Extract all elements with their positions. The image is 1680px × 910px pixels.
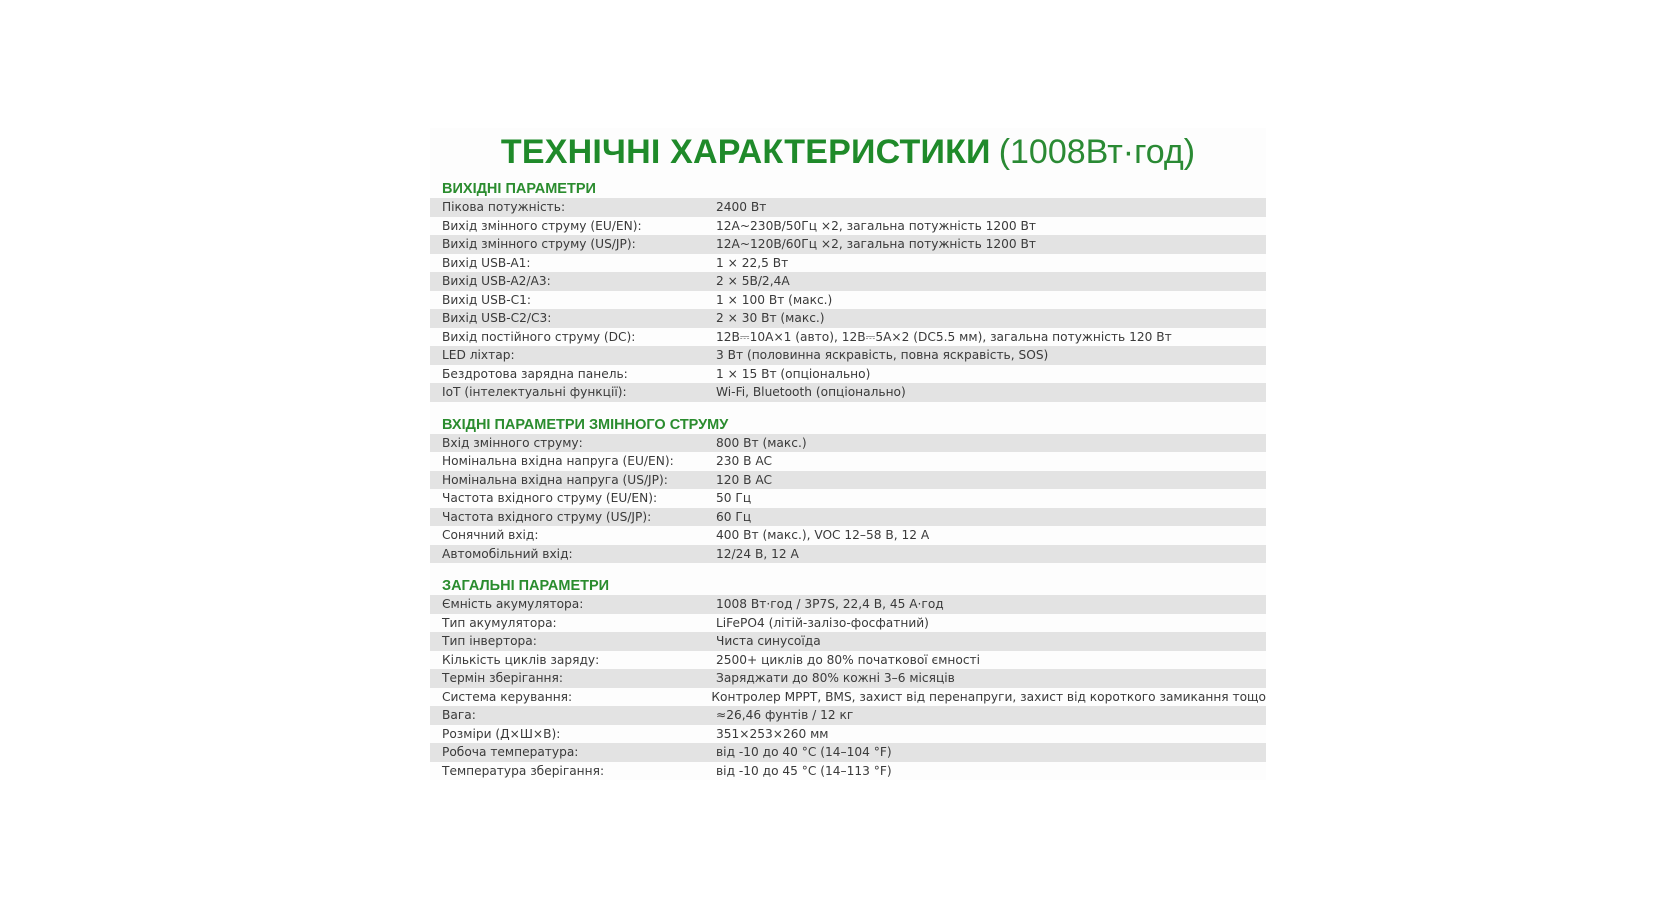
spec-row: [430, 309, 1266, 328]
spec-row: [430, 489, 1266, 508]
spec-row: [430, 508, 1266, 527]
spec-row: [430, 762, 1266, 781]
spec-value: 12/24 В, 12 А: [716, 546, 799, 561]
spec-label: Кількість циклів заряду:: [442, 652, 600, 667]
spec-label: Система керування:: [442, 689, 573, 704]
spec-sheet: [430, 128, 1266, 780]
page-title: [430, 128, 1266, 178]
spec-list: [430, 434, 1266, 564]
spec-label: Автомобільний вхід:: [442, 546, 573, 561]
spec-row: [430, 545, 1266, 564]
spec-label: Номінальна вхідна напруга (US/JP):: [442, 472, 668, 487]
spec-row: [430, 706, 1266, 725]
spec-value: 1 × 22,5 Вт: [716, 255, 789, 270]
spec-list: [430, 595, 1266, 780]
spec-label: Тип акумулятора:: [442, 615, 557, 630]
spec-value: від -10 до 40 °C (14–104 °F): [716, 745, 892, 759]
spec-row: [430, 235, 1266, 254]
spec-row: [430, 198, 1266, 217]
spec-value: 12В⎓10А×1 (авто), 12В⎓5А×2 (DC5.5 мм), загальна потужність 120 Вт: [716, 329, 1172, 344]
section-ac-input: [430, 416, 1266, 564]
spec-row: [430, 291, 1266, 310]
spec-row: [430, 614, 1266, 633]
spec-row: [430, 383, 1266, 402]
spec-label: Сонячний вхід:: [442, 528, 539, 542]
spec-label: Тип інвертора:: [442, 634, 537, 648]
spec-row: [430, 452, 1266, 471]
spec-value: Контролер MPPT, BMS, захист від перенапруги, захист від короткого замикання тощо: [711, 689, 1266, 704]
spec-label: Номінальна вхідна напруга (EU/EN):: [442, 454, 674, 468]
spec-label: Ємність акумулятора:: [442, 597, 584, 611]
title-capacity: (1008Вт·год): [998, 133, 1196, 171]
spec-row: [430, 471, 1266, 490]
spec-value: 50 Гц: [716, 491, 752, 505]
spec-value: від -10 до 45 °C (14–113 °F): [716, 763, 892, 778]
spec-value: Заряджати до 80% кожні 3–6 місяців: [716, 671, 955, 685]
spec-row: [430, 651, 1266, 670]
spec-value: 2500+ циклів до 80% початкової ємності: [716, 652, 981, 667]
spec-label: Вхід змінного струму:: [442, 435, 583, 450]
spec-value: LiFePO4 (літій-залізо-фосфатний): [716, 615, 929, 630]
spec-row: [430, 254, 1266, 273]
spec-row: [430, 669, 1266, 688]
spec-row: [430, 272, 1266, 291]
spec-row: [430, 328, 1266, 347]
spec-value: 1008 Вт·год / 3P7S, 22,4 В, 45 А·год: [716, 597, 944, 611]
spec-value: 120 В AC: [716, 472, 773, 487]
spec-row: [430, 365, 1266, 384]
spec-label: Частота вхідного струму (US/JP):: [442, 509, 652, 524]
spec-label: Вихід USB-C2/C3:: [442, 311, 552, 325]
spec-label: LED ліхтар:: [442, 348, 515, 362]
spec-list: [430, 198, 1266, 402]
spec-value: 1 × 100 Вт (макс.): [716, 292, 833, 307]
spec-value: 60 Гц: [716, 509, 752, 524]
section-output: [430, 180, 1266, 402]
spec-label: Вихід USB-C1:: [442, 292, 531, 307]
spec-label: Розміри (Д×Ш×В):: [442, 726, 561, 741]
spec-label: Бездротова зарядна панель:: [442, 366, 628, 381]
spec-label: IoT (інтелектуальні функції):: [442, 385, 627, 399]
spec-label: Робоча температура:: [442, 745, 579, 759]
section-title: ЗАГАЛЬНІ ПАРАМЕТРИ: [442, 578, 610, 594]
spec-label: Вихід постійного струму (DC):: [442, 329, 636, 344]
spec-row: [430, 595, 1266, 614]
spec-label: Пікова потужність:: [442, 200, 566, 214]
spec-label: Вихід USB-A1:: [442, 255, 531, 270]
spec-label: Вихід змінного струму (US/JP):: [442, 237, 636, 251]
spec-label: Термін зберігання:: [442, 671, 563, 685]
spec-value: 1 × 15 Вт (опціонально): [716, 366, 871, 381]
spec-value: ≈26,46 фунтів / 12 кг: [716, 708, 854, 722]
spec-value: 12А~230В/50Гц ×2, загальна потужність 1200 Вт: [716, 218, 1036, 233]
spec-label: Вага:: [442, 708, 476, 722]
spec-value: 351×253×260 мм: [716, 726, 829, 741]
spec-row: [430, 217, 1266, 236]
spec-value: 230 В AC: [716, 454, 773, 468]
spec-row: [430, 743, 1266, 762]
section-title: ВИХІДНІ ПАРАМЕТРИ: [442, 181, 596, 197]
spec-row: [430, 434, 1266, 453]
spec-label: Температура зберігання:: [442, 763, 605, 778]
spec-value: 400 Вт (макс.), VOC 12–58 В, 12 А: [716, 528, 930, 542]
spec-row: [430, 632, 1266, 651]
spec-row: [430, 688, 1266, 707]
spec-value: 2 × 5В/2,4А: [716, 274, 790, 288]
spec-value: 12А~120В/60Гц ×2, загальна потужність 1200 Вт: [716, 237, 1036, 251]
section-general: [430, 577, 1266, 780]
spec-value: Чиста синусоїда: [716, 634, 821, 648]
spec-value: 3 Вт (половинна яскравість, повна яскравість, SOS): [716, 348, 1049, 362]
spec-value: 2 × 30 Вт (макс.): [716, 311, 825, 325]
section-title: ВХІДНІ ПАРАМЕТРИ ЗМІННОГО СТРУМУ: [442, 416, 729, 433]
spec-row: [430, 346, 1266, 365]
spec-row: [430, 526, 1266, 545]
spec-label: Вихід змінного струму (EU/EN):: [442, 218, 642, 233]
spec-row: [430, 725, 1266, 744]
spec-value: 2400 Вт: [716, 200, 767, 214]
spec-value: 800 Вт (макс.): [716, 435, 807, 450]
spec-value: Wi-Fi, Bluetooth (опціонально): [716, 385, 906, 399]
spec-label: Частота вхідного струму (EU/EN):: [442, 491, 658, 505]
title-main: ТЕХНІЧНІ ХАРАКТЕРИСТИКИ: [500, 133, 991, 171]
spec-label: Вихід USB-A2/A3:: [442, 274, 551, 288]
